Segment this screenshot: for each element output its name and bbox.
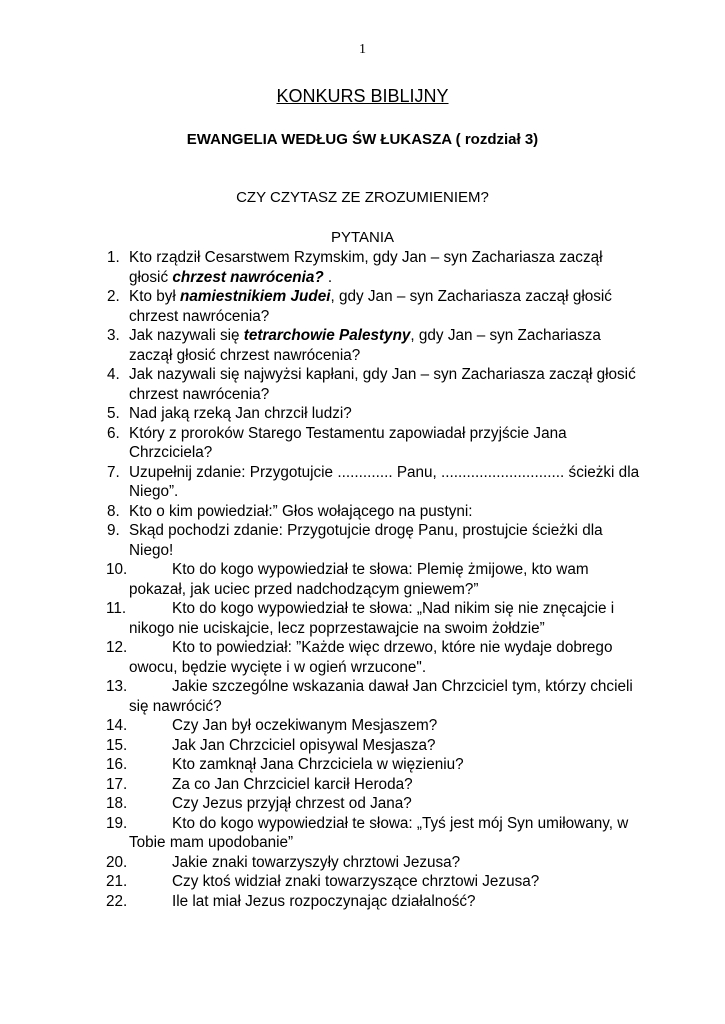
- list-item: [0, 560, 725, 599]
- question-text: , gdy Jan – syn Zachariasza zaczął głosić chrzest nawrócenia?: [129, 327, 601, 364]
- question-text: Kto do kogo wypowiedział te słowa: „Nad nikim się nie znęcajcie i nikogo nie uciskajcie, lecz poprzestawajcie na swoim żołdzie”: [129, 600, 615, 637]
- emphasis-text: tetrarchowie Palestyny: [243, 327, 411, 344]
- question-text: Za co Jan Chrzciciel karcił Heroda?: [172, 775, 413, 793]
- question-number: 10.: [106, 561, 128, 578]
- question-number: 15.: [106, 736, 128, 754]
- list-item: [0, 404, 725, 424]
- list-item: [0, 775, 725, 795]
- list-item: [0, 892, 725, 912]
- list-item: [0, 872, 725, 892]
- question-number: 9.: [107, 522, 120, 539]
- question-text: Jak nazywali się: [129, 327, 244, 344]
- list-item: [0, 599, 725, 638]
- question-number: 7.: [107, 463, 120, 481]
- question-text: Kto to powiedział: ”Każde więc drzewo, które nie wydaje dobrego owocu, będzie wycięte i w ogień wrzucone".: [129, 639, 613, 676]
- question-text: Jak Jan Chrzciciel opisywal Mesjasza?: [172, 736, 436, 754]
- list-item: [0, 287, 725, 326]
- list-item: [0, 794, 725, 814]
- emphasis-text: namiestnikiem Judei: [180, 288, 331, 305]
- question-list: [0, 248, 725, 911]
- question-number: 11.: [106, 600, 127, 617]
- list-item: [0, 755, 725, 775]
- question-text: Czy Jezus przyjął chrzest od Jana?: [172, 795, 412, 812]
- question-text: .: [323, 268, 333, 286]
- question-number: 17.: [106, 775, 128, 793]
- question-text: Kto był: [129, 288, 181, 305]
- list-item: [0, 502, 725, 522]
- question-number: 19.: [106, 814, 128, 832]
- list-item: [0, 521, 725, 560]
- question-number: 5.: [107, 405, 120, 422]
- question-text: Kto rządził Cesarstwem Rzymskim, gdy Jan – syn Zachariasza zaczął głosić: [129, 249, 603, 286]
- question-number: 6.: [107, 424, 120, 442]
- question-number: 1.: [107, 249, 120, 266]
- question-number: 3.: [107, 327, 120, 344]
- question-number: 14.: [106, 717, 128, 734]
- list-item: [0, 365, 725, 404]
- question-text: Uzupełnij zdanie: Przygotujcie ............. Panu, ............................. ścieżki dla Niego”.: [129, 463, 640, 500]
- list-item: [0, 716, 725, 736]
- list-item: [0, 814, 725, 853]
- question-number: 18.: [106, 795, 128, 812]
- question-text: Czy Jan był oczekiwanym Mesjaszem?: [172, 717, 438, 734]
- question-number: 22.: [106, 892, 128, 910]
- question-text: Kto o kim powiedział:” Głos wołającego na pustyni:: [129, 502, 473, 520]
- question-text: Skąd pochodzi zdanie: Przygotujcie drogę Panu, prostujcie ścieżki dla Niego!: [129, 522, 603, 559]
- section-heading: CZY CZYTASZ ZE ZROZUMIENIEM?: [236, 189, 489, 206]
- emphasis-text: chrzest nawrócenia?: [172, 268, 324, 286]
- question-number: 4.: [107, 366, 120, 383]
- list-item: [0, 326, 725, 365]
- question-number: 12.: [106, 639, 128, 656]
- question-text: Jakie znaki towarzyszyły chrztowi Jezusa?: [172, 853, 461, 871]
- question-number: 13.: [106, 678, 128, 695]
- question-text: Ile lat miał Jezus rozpoczynając działalność?: [172, 892, 476, 910]
- list-item: [0, 677, 725, 716]
- question-number: 21.: [106, 873, 128, 890]
- list-item: [0, 638, 725, 677]
- list-item: [0, 248, 725, 287]
- page-number: 1: [359, 42, 366, 57]
- question-text: Jak nazywali się najwyżsi kapłani, gdy Jan – syn Zachariasza zaczął głosić chrzest nawrócenia?: [129, 366, 636, 403]
- document-subtitle: EWANGELIA WEDŁUG ŚW ŁUKASZA ( rozdział 3): [186, 131, 539, 148]
- questions-heading: PYTANIA: [330, 229, 395, 246]
- question-text: Który z proroków Starego Testamentu zapowiadał przyjście Jana Chrzciciela?: [129, 424, 567, 461]
- question-number: 20.: [106, 853, 128, 871]
- question-text: , gdy Jan – syn Zachariasza zaczął głosić chrzest nawrócenia?: [129, 288, 612, 325]
- list-item: [0, 853, 725, 873]
- document-title: KONKURS BIBLIJNY: [276, 86, 449, 106]
- list-item: [0, 424, 725, 463]
- question-text: Czy ktoś widział znaki towarzyszące chrztowi Jezusa?: [172, 873, 540, 890]
- question-text: Kto zamknął Jana Chrzciciela w więzieniu?: [172, 756, 464, 773]
- list-item: [0, 736, 725, 756]
- list-item: [0, 463, 725, 502]
- question-text: Nad jaką rzeką Jan chrzcił ludzi?: [129, 405, 352, 422]
- question-text: Kto do kogo wypowiedział te słowa: „Tyś jest mój Syn umiłowany, w Tobie mam upodobanie”: [129, 814, 629, 851]
- question-number: 2.: [107, 288, 120, 305]
- question-number: 8.: [107, 502, 120, 520]
- question-text: Kto do kogo wypowiedział te słowa: Plemię żmijowe, kto wam pokazał, jak uciec przed nadchodzącym gniewem?”: [129, 561, 589, 598]
- question-number: 16.: [106, 756, 128, 773]
- question-text: Jakie szczególne wskazania dawał Jan Chrzciciel tym, którzy chcieli się nawrócić?: [129, 678, 633, 715]
